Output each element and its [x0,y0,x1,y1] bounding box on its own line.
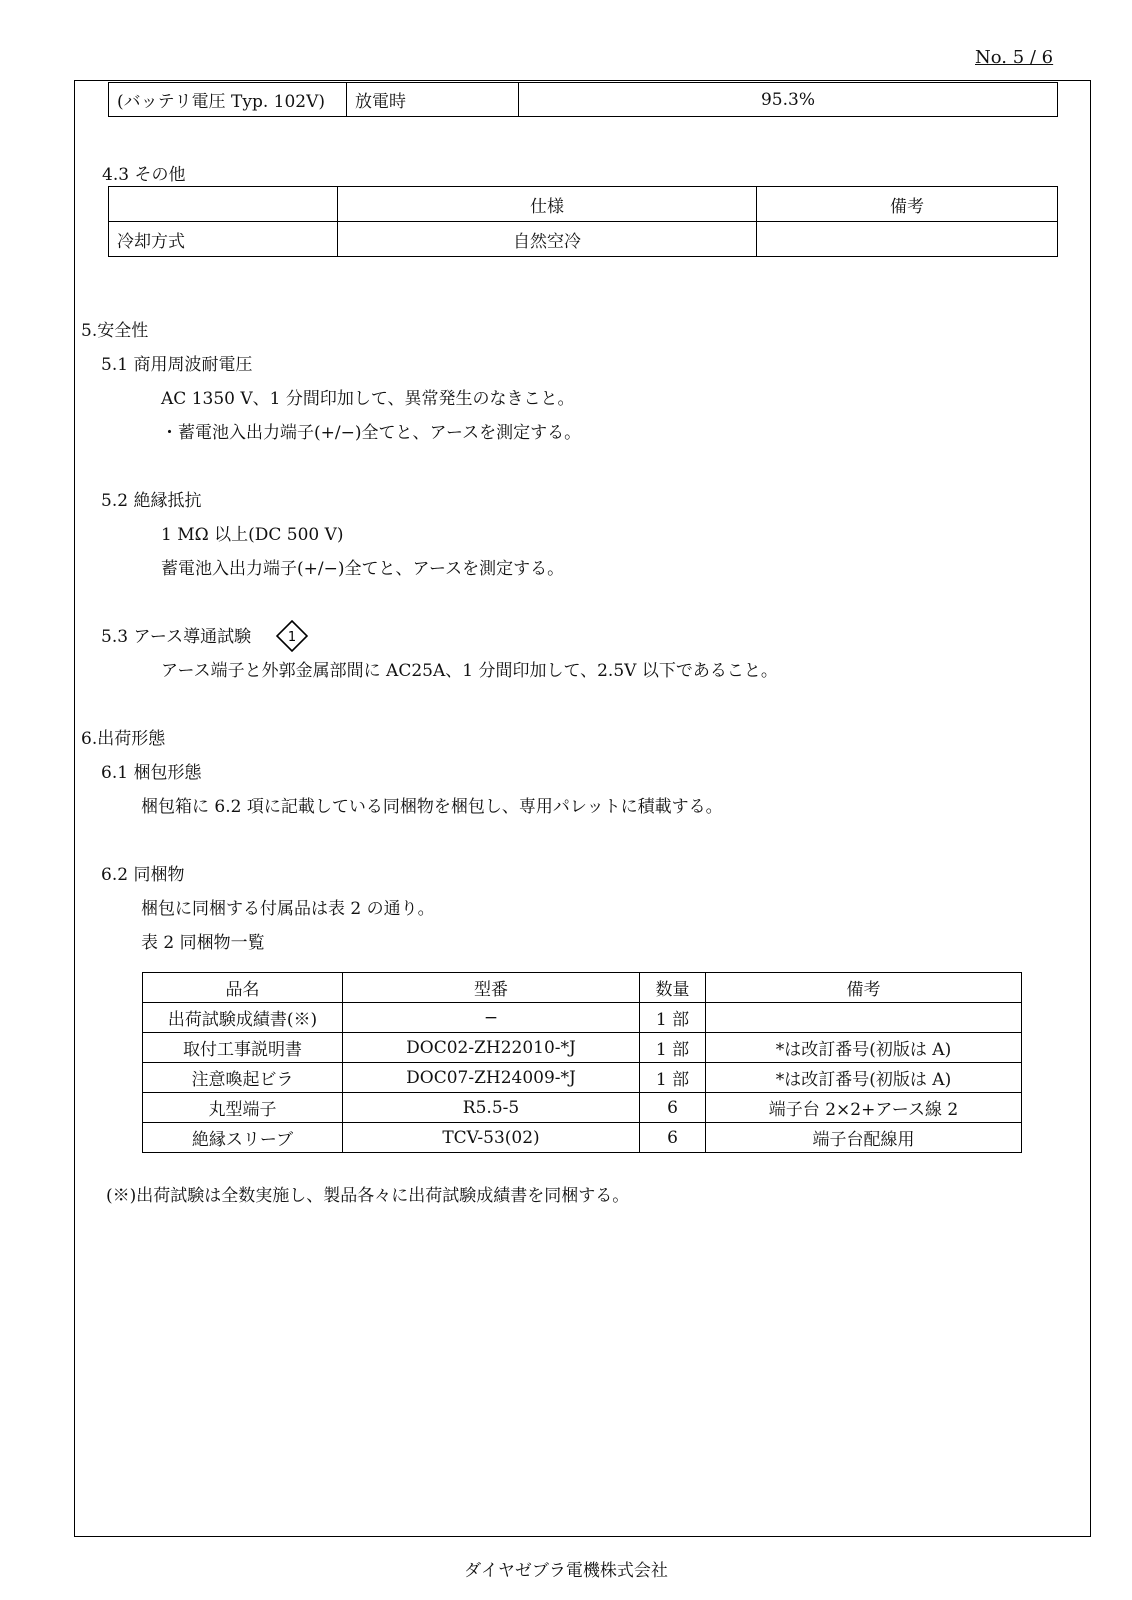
table-cell: DOC07-ZH24009-*J [343,1063,640,1093]
table-row [143,1033,1022,1063]
table-cell: 95.3% [519,83,1058,117]
table-header-row [143,973,1022,1003]
revision-mark-icon [276,620,308,652]
table-cell: 端子台配線用 [706,1123,1022,1153]
table-row [143,1093,1022,1123]
text-line: 1 MΩ 以上(DC 500 V) [161,525,344,545]
text-line: 梱包に同梱する付属品は表 2 の通り。 [141,899,435,919]
page-number: No. 5 / 6 [975,47,1054,68]
text-line: AC 1350 V、1 分間印加して、異常発生のなきこと。 [161,389,575,409]
table-header-cell: 型番 [343,973,640,1003]
table-cell: 取付工事説明書 [143,1033,343,1063]
table-cell [706,1003,1022,1033]
table-header-cell: 品名 [143,973,343,1003]
section-heading-5-1: 5.1 商用周波耐電圧 [101,355,253,375]
table-cell: 自然空冷 [338,222,757,257]
table-cell: 6 [640,1123,706,1153]
company-name-footer: ダイヤゼブラ電機株式会社 [464,1561,668,1581]
section-heading-4-3: 4.3 その他 [102,165,186,185]
table-cell: 1 部 [640,1003,706,1033]
table-cell: 1 部 [640,1033,706,1063]
table-row [109,222,1058,257]
table-header-cell: 仕様 [338,187,757,222]
section-heading-5-3: 5.3 アース導通試験 [101,627,252,647]
bundled-items-table [142,972,1022,1153]
table-cell: 端子台 2×2+アース線 2 [706,1093,1022,1123]
table-row [143,1123,1022,1153]
table-row [143,1063,1022,1093]
table-cell: 丸型端子 [143,1093,343,1123]
table-cell: 1 部 [640,1063,706,1093]
table-cell: TCV-53(02) [343,1123,640,1153]
footnote: (※)出荷試験は全数実施し、製品各々に出荷試験成績書を同梱する。 [106,1186,630,1206]
table-cell: − [343,1003,640,1033]
section-heading-6: 6.出荷形態 [81,729,166,749]
section-heading-6-1: 6.1 梱包形態 [101,763,202,783]
text-line: アース端子と外郭金属部間に AC25A、1 分間印加して、2.5V 以下であること。 [161,661,778,681]
table-cell: R5.5-5 [343,1093,640,1123]
table-caption: 表 2 同梱物一覧 [141,933,265,953]
other-spec-table [108,186,1058,257]
table-header-cell: 備考 [706,973,1022,1003]
table-cell: 6 [640,1093,706,1123]
revision-mark-number: 1 [287,630,297,645]
section-heading-5: 5.安全性 [81,321,149,341]
table-row [109,83,1058,117]
table-cell: 絶縁スリーブ [143,1123,343,1153]
text-line: 梱包箱に 6.2 項に記載している同梱物を梱包し、専用パレットに積載する。 [141,797,723,817]
table-header-cell: 数量 [640,973,706,1003]
table-cell: 注意喚起ビラ [143,1063,343,1093]
table-cell: *は改訂番号(初版は A) [706,1033,1022,1063]
text-line: 蓄電池入出力端子(+/−)全てと、アースを測定する。 [161,559,565,579]
table-cell [757,222,1058,257]
table-cell: (バッテリ電圧 Typ. 102V) [109,83,347,117]
text-line: ・蓄電池入出力端子(+/−)全てと、アースを測定する。 [161,423,582,443]
table-row [143,1003,1022,1033]
table-cell: 冷却方式 [109,222,338,257]
table-header-cell: 備考 [757,187,1058,222]
table-cell: *は改訂番号(初版は A) [706,1063,1022,1093]
table-cell: 放電時 [347,83,519,117]
table-cell: 出荷試験成績書(※) [143,1003,343,1033]
section-heading-5-2: 5.2 絶縁抵抗 [101,491,202,511]
table-header-row [109,187,1058,222]
table-header-cell [109,187,338,222]
table-cell: DOC02-ZH22010-*J [343,1033,640,1063]
section-heading-6-2: 6.2 同梱物 [101,865,185,885]
efficiency-table-continued [108,82,1058,117]
